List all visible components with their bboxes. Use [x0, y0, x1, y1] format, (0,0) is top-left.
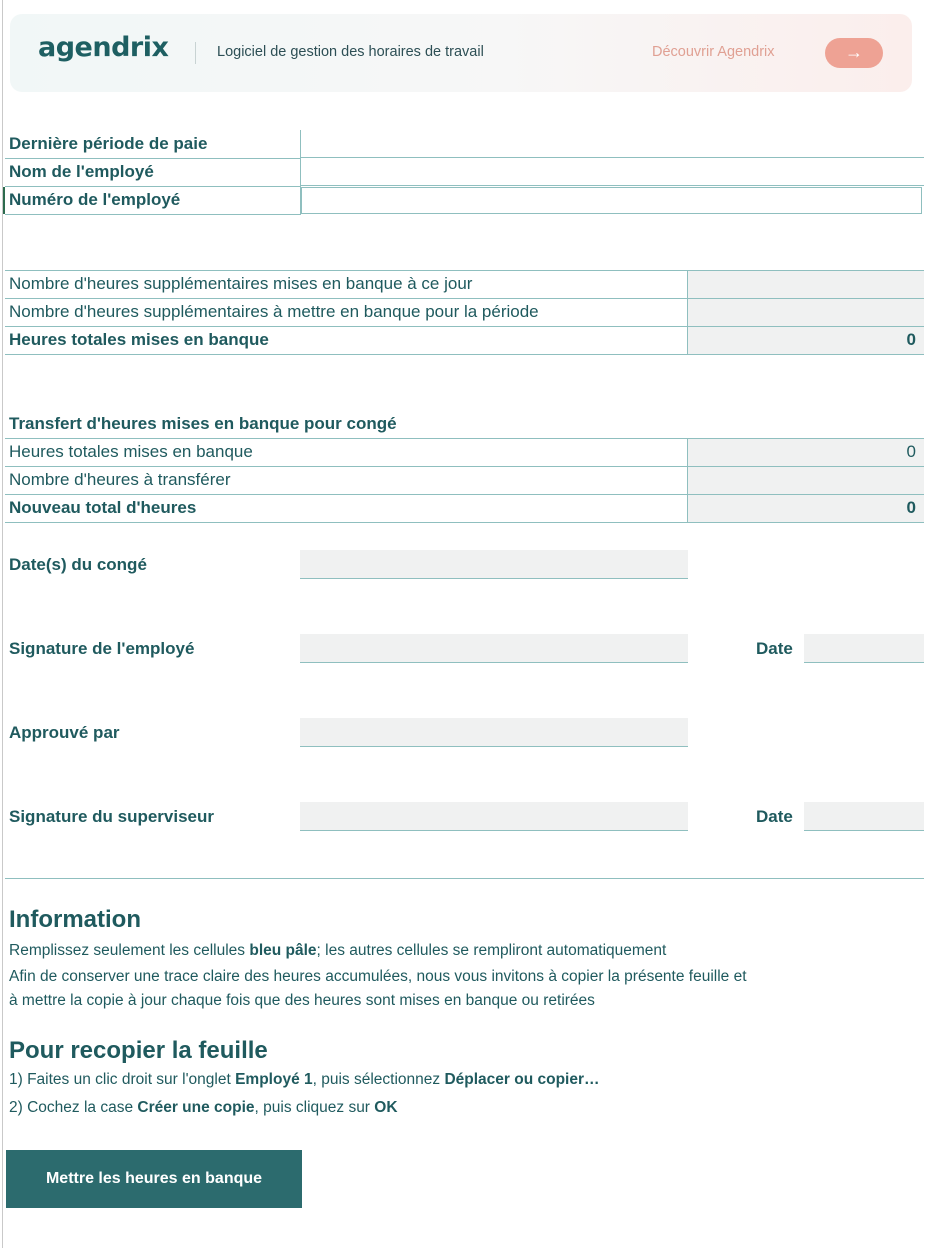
row-divider [5, 522, 924, 523]
information-line-3: à mettre la copie à jour chaque fois que des heures sont mises en banque ou retirées [9, 992, 595, 1009]
row-divider [5, 354, 924, 355]
employee-signature-input[interactable] [300, 634, 688, 663]
supervisor-date-input[interactable] [804, 802, 924, 831]
new-total-value: 0 [906, 498, 916, 517]
discover-agendrix-link[interactable]: Découvrir Agendrix [652, 44, 775, 60]
agendrix-logo[interactable]: agendrix [38, 32, 169, 63]
row-divider [5, 214, 301, 215]
date-label-1: Date [756, 639, 793, 658]
transfer-total-value: 0 [906, 442, 916, 461]
transfer-title: Transfert d'heures mises en banque pour congé [9, 414, 397, 433]
employee-name-input[interactable] [301, 159, 924, 186]
arrow-right-icon: → [845, 42, 863, 62]
new-total-label: Nouveau total d'heures [9, 498, 197, 517]
supervisor-signature-label: Signature du superviseur [9, 807, 214, 826]
to-bank-period-label: Nombre d'heures supplémentaires à mettre en banque pour la période [9, 302, 539, 321]
discover-arrow-button[interactable] [825, 38, 883, 68]
selected-row-marker [3, 187, 5, 214]
bank-column-divider [687, 270, 688, 355]
light-blue-emphasis: bleu pâle [249, 942, 317, 959]
banner-tagline: Logiciel de gestion des horaires de travail [217, 44, 484, 60]
to-bank-period-input[interactable] [688, 299, 924, 326]
employee-number-input[interactable] [301, 187, 922, 214]
banked-to-date-input[interactable] [688, 271, 924, 298]
hours-to-transfer-label: Nombre d'heures à transférer [9, 470, 231, 489]
information-heading: Information [9, 906, 141, 933]
approved-by-label: Approuvé par [9, 723, 120, 742]
transfer-column-divider [687, 438, 688, 523]
row-divider [5, 158, 301, 159]
hours-to-transfer-input[interactable] [688, 467, 924, 494]
approved-by-input[interactable] [300, 718, 688, 747]
banner-divider [195, 42, 196, 64]
transfer-total-label: Heures totales mises en banque [9, 442, 253, 461]
row-divider [5, 186, 301, 187]
last-pay-period-input[interactable] [301, 131, 924, 158]
employee-signature-label: Signature de l'employé [9, 639, 195, 658]
bank-total-label: Heures totales mises en banque [9, 330, 269, 349]
copy-sheet-heading: Pour recopier la feuille [9, 1037, 268, 1064]
last-pay-period-label: Dernière période de paie [9, 134, 208, 153]
copy-step-1: 1) Faites un clic droit sur l'onglet Employé 1, puis sélectionnez Déplacer ou copier… [9, 1071, 600, 1088]
copy-step-2: 2) Cochez la case Créer une copie, puis cliquez sur OK [9, 1099, 398, 1116]
employee-name-label: Nom de l'employé [9, 162, 154, 181]
leave-dates-input[interactable] [300, 550, 688, 579]
bank-total-value: 0 [906, 330, 916, 349]
date-label-2: Date [756, 807, 793, 826]
employee-number-label: Numéro de l'employé [9, 190, 181, 209]
bank-hours-button[interactable]: Mettre les heures en banque [6, 1150, 302, 1208]
information-line-2: Afin de conserver une trace claire des heures accumulées, nous vous invitons à copier la présente feuille et [9, 968, 747, 985]
employee-date-input[interactable] [804, 634, 924, 663]
supervisor-signature-input[interactable] [300, 802, 688, 831]
leave-dates-label: Date(s) du congé [9, 555, 147, 574]
information-line-1: Remplissez seulement les cellules bleu pâle; les autres cellules se rempliront automatiquement [9, 942, 667, 959]
banked-to-date-label: Nombre d'heures supplémentaires mises en banque à ce jour [9, 274, 473, 293]
agendrix-banner[interactable] [10, 14, 912, 92]
section-divider [5, 878, 924, 879]
